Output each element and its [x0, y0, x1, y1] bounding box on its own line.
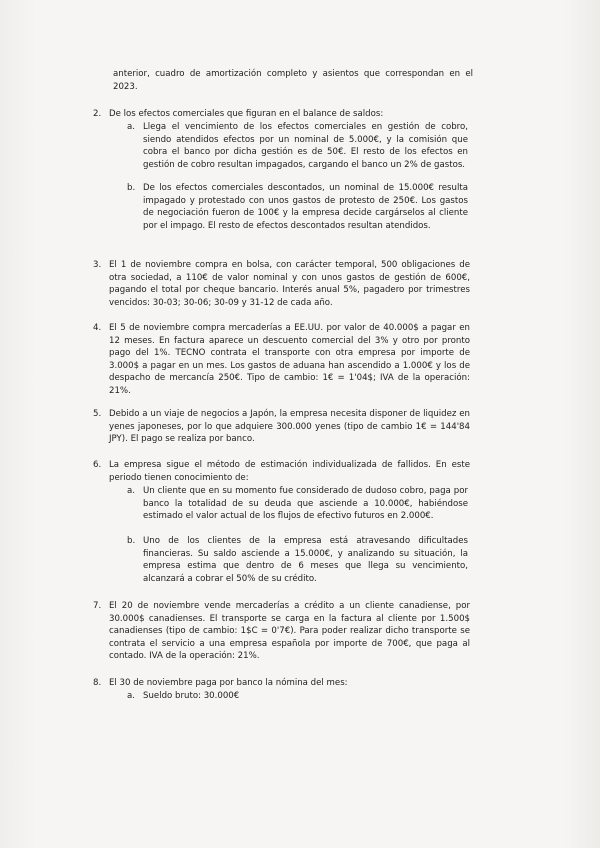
subitem-text: Llega el vencimiento de los efectos comerciales en gestión de cobro, siendo atendidos efectos por un nominal de 5.000€, y la comisión que cobra el banco por dicha gestión es de 50€. El resto de los efectos en gestión de cobro resultan impagados, cargando el banco un 2% de gastos. — [143, 122, 468, 170]
item-number: 8. — [93, 678, 102, 688]
item-text: El 20 de noviembre vende mercaderías a crédito a un cliente canadiense, por 30.000$ canadienses. El transporte se carga en la factura al cliente por 1.500$ canadienses (tipo de cambio: 1$C = 0'7€). Para poder realizar dicho transporte se contrata el servicio a una empresa española por importe de 700€, que paga al contado. IVA de la operación: 21%. — [109, 601, 470, 662]
item-number: 4. — [93, 323, 102, 333]
item-text: El 5 de noviembre compra mercaderías a EE.UU. por valor de 40.000$ a pagar en 12 meses. En factura aparece un descuento comercial del 3% y otro por pronto pago del 1%. TECNO contrata el transporte con otra empresa por importe de 3.000$ a pagar en un mes. Los gastos de aduana han ascendido a 1.000€ y los de despacho de mercancía 250€. Tipo de cambio: 1€ = 1'04$; IVA de la operación: 21%. — [109, 323, 470, 396]
continuation-paragraph: anterior, cuadro de amortización completo y asientos que correspondan en el 2023. — [113, 69, 473, 92]
item-number: 2. — [93, 109, 102, 119]
subitem-text: Sueldo bruto: 30.000€ — [143, 691, 240, 701]
item-text: El 1 de noviembre compra en bolsa, con carácter temporal, 500 obligaciones de otra sociedad, a 110€ de valor nominal y con unos gastos de gestión de 600€, pagando el total por cheque bancario. Interés anual 5%, pagadero por trimestres vencidos: 30-03; 30-06; 30-09 y 31-12 de cada año. — [109, 260, 470, 308]
item-number: 6. — [93, 460, 102, 470]
subitem-letter: a. — [127, 691, 135, 701]
subitem-letter: b. — [127, 536, 136, 546]
subitem-letter: b. — [127, 183, 136, 193]
item-text: De los efectos comerciales que figuran en el balance de saldos: — [109, 109, 384, 119]
item-text: El 30 de noviembre paga por banco la nómina del mes: — [109, 678, 348, 688]
item-text: La empresa sigue el método de estimación individualizada de fallidos. En este periodo tienen conocimiento de: — [109, 460, 470, 483]
item-number: 7. — [93, 601, 102, 611]
subitem-text: Un cliente que en su momento fue considerado de dudoso cobro, paga por banco la totalidad de su deuda que asciende a 10.000€, habiéndose estimado el valor actual de los flujos de efectivo futuros en 2.000€. — [143, 486, 468, 522]
subitem-text: Uno de los clientes de la empresa está atravesando dificultades financieras. Su saldo asciende a 15.000€, y analizando su situación, la empresa estima que dentro de 6 meses que llega su vencimiento, alcanzará a cobrar el 50% de su crédito. — [143, 536, 468, 584]
item-text: Debido a un viaje de negocios a Japón, la empresa necesita disponer de liquidez en yenes japoneses, por lo que adquiere 300.000 yenes (tipo de cambio 1€ = 144'84 JPY). El pago se realiza por banco. — [109, 409, 470, 445]
subitem-text: De los efectos comerciales descontados, un nominal de 15.000€ resulta impagado y protestado con unos gastos de protesto de 250€. Los gastos de negociación fueron de 100€ y la empresa decide cargárselos al cliente por el impago. El resto de efectos descontados resultan atendidos. — [143, 183, 468, 231]
item-number: 3. — [93, 260, 102, 270]
subitem-letter: a. — [127, 486, 135, 496]
subitem-letter: a. — [127, 122, 135, 132]
item-number: 5. — [93, 409, 102, 419]
